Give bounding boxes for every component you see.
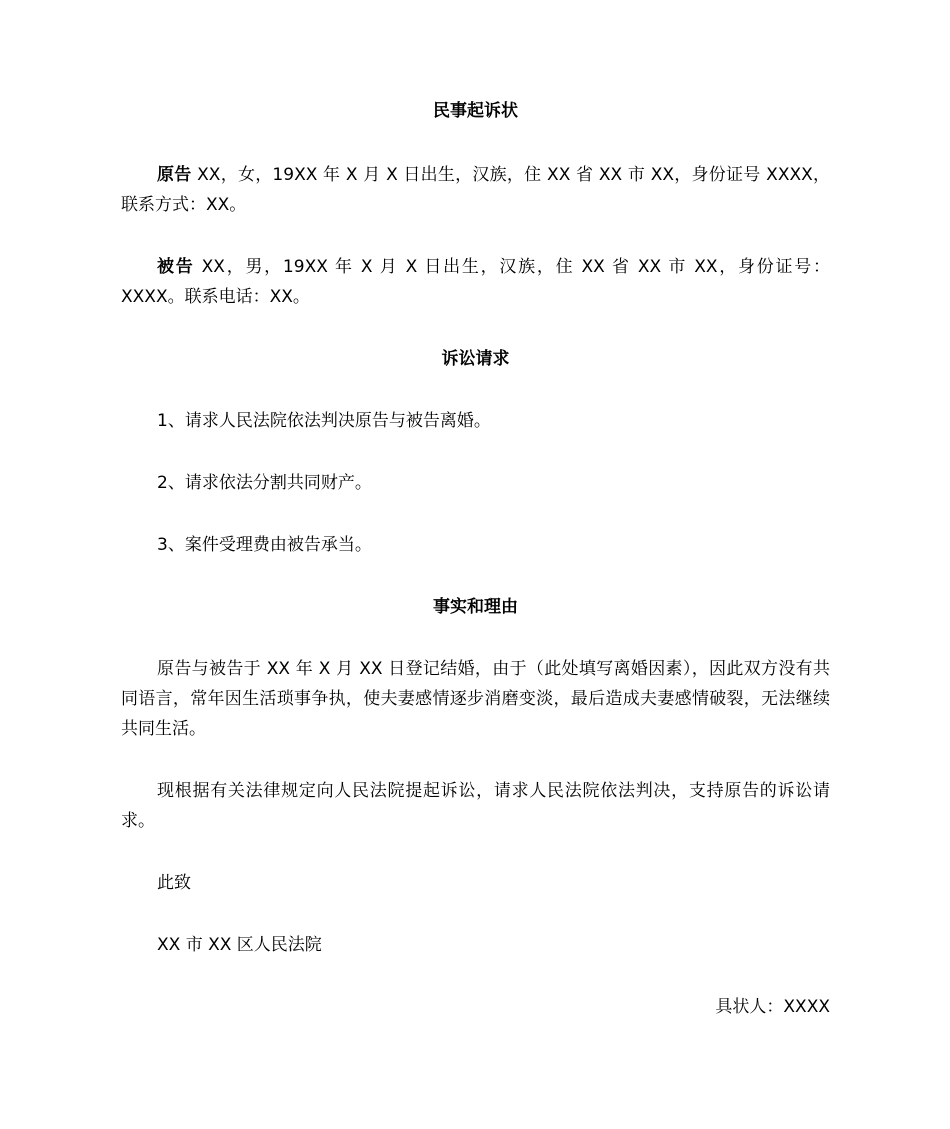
document-title: 民事起诉状 [433, 101, 518, 121]
closing-text: 此致 [157, 873, 191, 893]
claim-item-2: 2、请求依法分割共同财产。 [157, 473, 372, 493]
defendant-paragraph [121, 252, 830, 312]
court-name: XX 市 XX 区人民法院 [157, 935, 322, 955]
plaintiff-paragraph [121, 160, 830, 220]
claim-item-3: 3、案件受理费由被告承当。 [157, 535, 372, 555]
facts-heading: 事实和理由 [433, 597, 518, 617]
defendant-text: XX，男，19XX 年 X 月 X 日出生，汉族，住 XX 省 XX 市 XX，身份证号：XXXX。联系电话：XX。 [121, 257, 831, 307]
plaintiff-label: 原告 [157, 165, 192, 185]
facts-paragraph-1: 原告与被告于 XX 年 X 月 XX 日登记结婚，由于（此处填写离婚因素），因此双方没有共同语言，常年因生活琐事争执，使夫妻感情逐步消磨变淡，最后造成夫妻感情破裂，无法继续共同生活。 [121, 659, 830, 739]
facts-paragraph-2: 现根据有关法律规定向人民法院提起诉讼，请求人民法院依法判决，支持原告的诉讼请求。 [121, 781, 830, 831]
defendant-label: 被告 [157, 257, 195, 277]
claim-item-1: 1、请求人民法院依法判决原告与被告离婚。 [157, 411, 491, 431]
plaintiff-text: XX，女，19XX 年 X 月 X 日出生，汉族，住 XX 省 XX 市 XX，身份证号 XXXX，联系方式：XX。 [121, 165, 831, 215]
claims-heading: 诉讼请求 [441, 349, 510, 369]
signature-line: 具状人：XXXX [715, 997, 830, 1017]
